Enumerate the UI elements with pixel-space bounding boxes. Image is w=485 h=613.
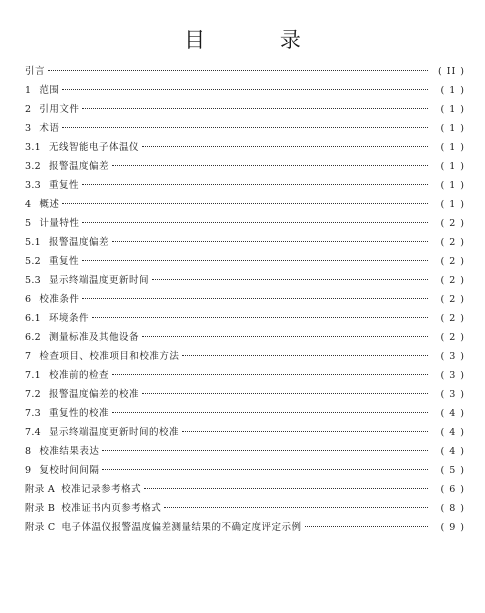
- toc-entry-number: 3.2: [25, 161, 42, 172]
- toc-entry[interactable]: [25, 461, 465, 480]
- toc-entry-label: 显示终端温度更新时间: [49, 275, 150, 286]
- dot-leader: [102, 469, 428, 470]
- toc-entry[interactable]: [25, 252, 465, 271]
- toc-entry-page-number: ( 2 ): [440, 218, 465, 229]
- dot-leader: [48, 70, 428, 71]
- dot-leader: [82, 184, 428, 185]
- dot-leader: [152, 279, 428, 280]
- toc-entry-page-number: ( 2 ): [440, 332, 465, 343]
- toc-entry-page-number: ( 1 ): [440, 142, 465, 153]
- toc-entry[interactable]: [25, 62, 465, 81]
- page-title: 目 录: [184, 28, 335, 53]
- dot-leader: [182, 355, 428, 356]
- toc-entry-number: 3: [25, 123, 32, 134]
- toc-entry-label: 电子体温仪报警温度偏差测量结果的不确定度评定示例: [61, 522, 302, 533]
- toc-entry-page-number: ( 1 ): [440, 161, 465, 172]
- toc-entry-label: 无线智能电子体温仪: [49, 142, 140, 153]
- toc-entry[interactable]: [25, 138, 465, 157]
- toc-entry-page-number: ( 8 ): [440, 503, 465, 514]
- toc-entry-number: 8: [25, 446, 32, 457]
- toc-entry-number: 3.1: [25, 142, 42, 153]
- toc-entry-page-number: ( II ): [438, 66, 465, 77]
- toc-entry[interactable]: [25, 423, 465, 442]
- toc-entry-label: 复校时间间隔: [39, 465, 100, 476]
- toc-entry-label: 重复性的校准: [49, 408, 110, 419]
- dot-leader: [144, 488, 428, 489]
- toc-entry[interactable]: [25, 271, 465, 290]
- toc-entry-number: 2: [25, 104, 32, 115]
- toc-entry[interactable]: [25, 157, 465, 176]
- toc-entry-page-number: ( 1 ): [440, 180, 465, 191]
- toc-entry[interactable]: [25, 404, 465, 423]
- dot-leader: [62, 127, 428, 128]
- toc-entry[interactable]: [25, 195, 465, 214]
- toc-entry-page-number: ( 2 ): [440, 256, 465, 267]
- toc-entry-label: 校准前的检查: [49, 370, 110, 381]
- toc-entry-number: 附录 B: [25, 503, 56, 514]
- toc-entry-page-number: ( 3 ): [440, 351, 465, 362]
- toc-entry-label: 重复性: [49, 180, 80, 191]
- toc-entry-number: 4: [25, 199, 32, 210]
- toc-entry-page-number: ( 6 ): [440, 484, 465, 495]
- toc-entry-number: 7: [25, 351, 32, 362]
- toc-entry-page-number: ( 3 ): [440, 370, 465, 381]
- toc-entry-label: 检查项目、校准项目和校准方法: [39, 351, 180, 362]
- toc-entry-page-number: ( 1 ): [440, 104, 465, 115]
- toc-entry[interactable]: [25, 347, 465, 366]
- toc-entry-label: 显示终端温度更新时间的校准: [49, 427, 180, 438]
- toc-entry-number: 7.3: [25, 408, 42, 419]
- dot-leader: [82, 222, 428, 223]
- toc-entry-page-number: ( 4 ): [440, 427, 465, 438]
- toc-entry[interactable]: [25, 442, 465, 461]
- toc-entry-label: 计量特性: [39, 218, 80, 229]
- dot-leader: [102, 450, 428, 451]
- toc-entry[interactable]: [25, 518, 465, 537]
- dot-leader: [82, 108, 428, 109]
- toc-entry[interactable]: [25, 366, 465, 385]
- toc-entry[interactable]: [25, 81, 465, 100]
- toc-entry-label: 重复性: [49, 256, 80, 267]
- toc-entry-page-number: ( 2 ): [440, 237, 465, 248]
- toc-entry[interactable]: [25, 309, 465, 328]
- toc-entry[interactable]: [25, 176, 465, 195]
- toc-entry-number: 5: [25, 218, 32, 229]
- toc-entry-label: 报警温度偏差的校准: [49, 389, 140, 400]
- toc-entry-label: 环境条件: [49, 313, 90, 324]
- dot-leader: [82, 260, 428, 261]
- toc-entry-label: 校准证书内页参考格式: [61, 503, 162, 514]
- toc-entry[interactable]: [25, 290, 465, 309]
- toc-entry[interactable]: [25, 480, 465, 499]
- toc-entry[interactable]: [25, 233, 465, 252]
- dot-leader: [164, 507, 428, 508]
- toc-entry-page-number: ( 4 ): [440, 408, 465, 419]
- toc-entry-label: 报警温度偏差: [49, 161, 110, 172]
- dot-leader: [92, 317, 428, 318]
- toc-entry-label: 校准结果表达: [39, 446, 100, 457]
- toc-entry-page-number: ( 9 ): [440, 522, 465, 533]
- dot-leader: [142, 146, 428, 147]
- toc-entry-number: 1: [25, 85, 32, 96]
- toc-entry-page-number: ( 2 ): [440, 275, 465, 286]
- toc-entry-number: 7.1: [25, 370, 42, 381]
- toc-entry-page-number: ( 1 ): [440, 123, 465, 134]
- toc-entry-label: 校准记录参考格式: [61, 484, 142, 495]
- dot-leader: [182, 431, 428, 432]
- toc-entry[interactable]: [25, 499, 465, 518]
- toc-entry-label: 报警温度偏差: [49, 237, 110, 248]
- toc-entry-number: 6.2: [25, 332, 42, 343]
- dot-leader: [62, 203, 428, 204]
- toc-entry-number: 5.1: [25, 237, 42, 248]
- table-of-contents: [25, 62, 465, 537]
- toc-entry-number: 7.4: [25, 427, 42, 438]
- toc-entry-label: 术语: [39, 123, 60, 134]
- toc-entry-page-number: ( 2 ): [440, 313, 465, 324]
- toc-entry-label: 校准条件: [39, 294, 80, 305]
- toc-entry-number: 6: [25, 294, 32, 305]
- toc-entry[interactable]: [25, 385, 465, 404]
- toc-entry-page-number: ( 1 ): [440, 199, 465, 210]
- dot-leader: [62, 89, 428, 90]
- toc-entry[interactable]: [25, 119, 465, 138]
- toc-entry-number: 6.1: [25, 313, 42, 324]
- toc-entry-number: 7.2: [25, 389, 42, 400]
- toc-entry-number: 3.3: [25, 180, 42, 191]
- dot-leader: [112, 241, 428, 242]
- dot-leader: [112, 374, 428, 375]
- dot-leader: [142, 393, 428, 394]
- toc-entry-label: 引言: [25, 66, 46, 77]
- dot-leader: [112, 165, 428, 166]
- toc-entry-label: 概述: [39, 199, 60, 210]
- toc-entry[interactable]: [25, 328, 465, 347]
- toc-entry-label: 测量标准及其他设备: [49, 332, 140, 343]
- toc-entry-number: 附录 C: [25, 522, 56, 533]
- toc-entry-page-number: ( 1 ): [440, 85, 465, 96]
- toc-entry-label: 范围: [39, 85, 60, 96]
- dot-leader: [142, 336, 428, 337]
- toc-entry-page-number: ( 2 ): [440, 294, 465, 305]
- toc-entry-page-number: ( 3 ): [440, 389, 465, 400]
- toc-entry-number: 5.3: [25, 275, 42, 286]
- dot-leader: [112, 412, 428, 413]
- toc-entry-label: 引用文件: [39, 104, 80, 115]
- toc-entry[interactable]: [25, 214, 465, 233]
- toc-entry[interactable]: [25, 100, 465, 119]
- toc-entry-number: 5.2: [25, 256, 42, 267]
- toc-entry-number: 9: [25, 465, 32, 476]
- dot-leader: [305, 526, 428, 527]
- toc-entry-number: 附录 A: [25, 484, 56, 495]
- toc-entry-page-number: ( 4 ): [440, 446, 465, 457]
- dot-leader: [82, 298, 428, 299]
- toc-entry-page-number: ( 5 ): [440, 465, 465, 476]
